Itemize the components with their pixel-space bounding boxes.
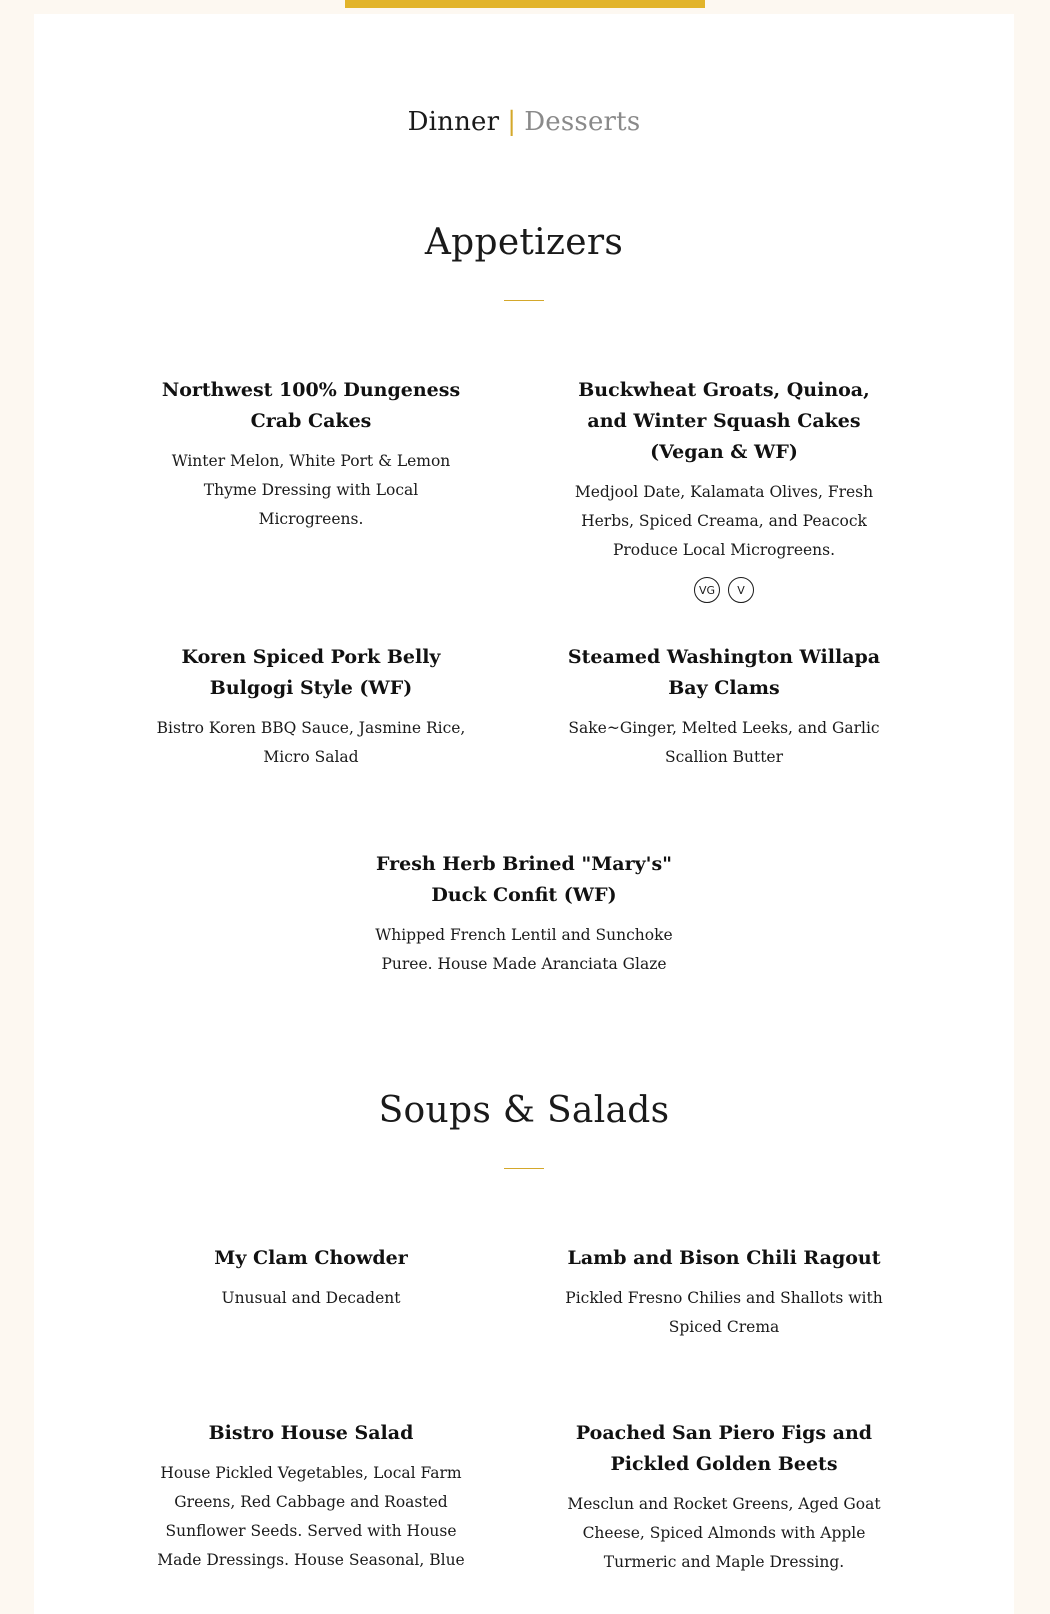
item-description: Pickled Fresno Chilies and Shallots with Spiced Crema: [565, 1289, 883, 1336]
menu-item-figs-beets: [564, 1418, 884, 1577]
item-description: Whipped French Lentil and Sunchoke Puree. House Made Aranciata Glaze: [375, 926, 673, 973]
tab-separator: |: [507, 107, 517, 137]
item-description: Medjool Date, Kalamata Olives, Fresh Herbs, Spiced Creama, and Peacock Produce Local Microgreens.: [574, 483, 874, 559]
item-description: Unusual and Decadent: [221, 1289, 401, 1307]
item-description: Bistro Koren BBQ Sauce, Jasmine Rice, Micro Salad: [156, 719, 466, 766]
item-name: Fresh Herb Brined "Mary's" Duck Confit (WF): [375, 853, 673, 906]
menu-item-chili-ragout: [564, 1243, 884, 1342]
section-divider: [504, 1168, 544, 1169]
menu-item-clam-chowder: [156, 1243, 466, 1313]
item-name: Lamb and Bison Chili Ragout: [567, 1247, 881, 1269]
menu-item-buckwheat-cakes: [564, 375, 884, 603]
section-divider: [504, 300, 544, 301]
menu-item-crab-cakes: [156, 375, 466, 534]
item-description: Winter Melon, White Port & Lemon Thyme Dressing with Local Microgreens.: [171, 452, 451, 528]
item-name: Steamed Washington Willapa Bay Clams: [567, 646, 881, 699]
menu-tabs: [34, 106, 1014, 138]
menu-item-pork-belly: [156, 642, 466, 772]
item-name: Northwest 100% Dungeness Crab Cakes: [161, 379, 461, 432]
menu-item-house-salad: [156, 1418, 466, 1575]
tab-dinner[interactable]: Dinner: [407, 107, 500, 137]
item-name: Buckwheat Groats, Quinoa, and Winter Squash Cakes (Vegan & WF): [578, 379, 870, 463]
diet-badges: [564, 577, 884, 603]
item-description: Mesclun and Rocket Greens, Aged Goat Cheese, Spiced Almonds with Apple Turmeric and Maple Dressing.: [567, 1495, 881, 1571]
item-name: Poached San Piero Figs and Pickled Golden Beets: [575, 1422, 873, 1475]
item-name: Koren Spiced Pork Belly Bulgogi Style (WF): [181, 646, 441, 699]
vegan-icon: VG: [694, 577, 720, 603]
menu-card: [34, 14, 1014, 1614]
section-title-soups-salads: Soups & Salads: [378, 1090, 670, 1131]
tab-desserts[interactable]: Desserts: [524, 107, 641, 137]
vegetarian-icon: V: [728, 577, 754, 603]
top-accent-bar: [345, 0, 705, 8]
item-name: Bistro House Salad: [208, 1422, 414, 1444]
menu-item-duck-confit: [369, 849, 679, 979]
item-name: My Clam Chowder: [214, 1247, 408, 1269]
section-title-appetizers: Appetizers: [424, 222, 624, 263]
item-description: House Pickled Vegetables, Local Farm Greens, Red Cabbage and Roasted Sunflower Seeds. Served with House Made Dressings. House Seasonal, Blue: [157, 1464, 465, 1569]
item-description: Sake~Ginger, Melted Leeks, and Garlic Scallion Butter: [568, 719, 880, 766]
menu-item-clams: [564, 642, 884, 772]
